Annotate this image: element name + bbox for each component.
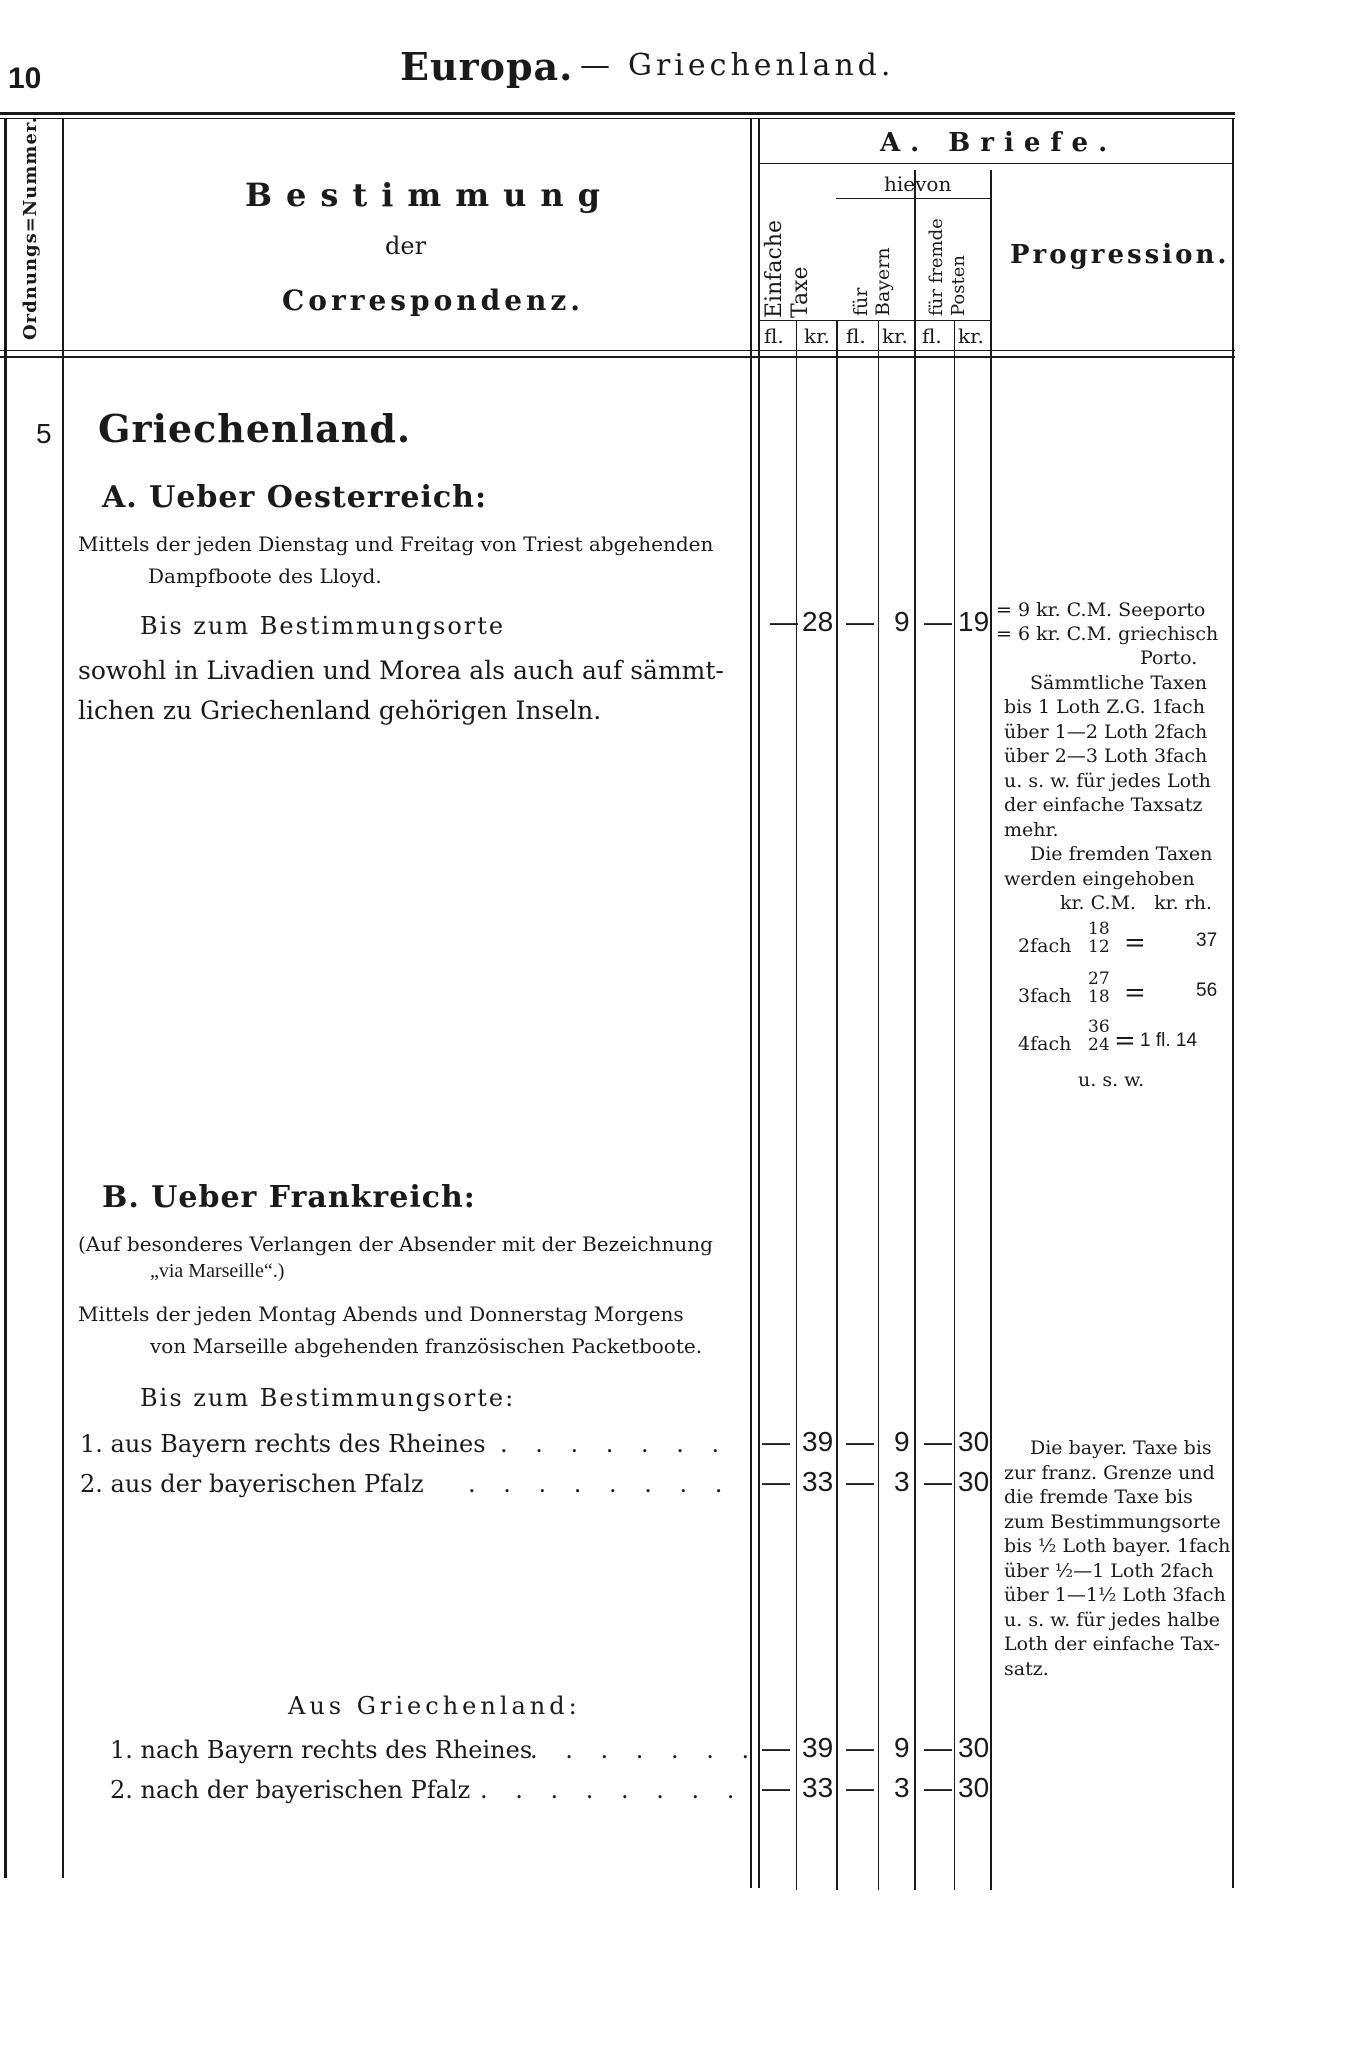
b-row-1-fr-fl: — bbox=[924, 1466, 952, 1497]
header-bottom-rule bbox=[0, 350, 1235, 351]
section-b-bis: Bis zum Bestimmungsorte: bbox=[140, 1384, 516, 1412]
b-prog-6: über 1—1½ Loth 3fach bbox=[1004, 1584, 1226, 1606]
aus-row-1-einf-kr: 33 bbox=[802, 1772, 834, 1803]
b-row-0-fr-kr: 30 bbox=[958, 1426, 990, 1457]
b-prog-3: zum Bestimmungsorte bbox=[1004, 1511, 1221, 1533]
b-prog-4: bis ½ Loth bayer. 1fach bbox=[1004, 1535, 1231, 1557]
country-heading: Griechenland. bbox=[98, 406, 412, 451]
col-fr-kr bbox=[990, 170, 992, 1890]
a-prog-12: kr. C.M. kr. rh. bbox=[1060, 892, 1213, 914]
briefe-rule bbox=[758, 163, 1232, 164]
correspondenz-heading: Correspondenz. bbox=[282, 284, 585, 317]
briefe-heading: A. Briefe. bbox=[880, 128, 1118, 158]
a-table-usw: u. s. w. bbox=[1078, 1069, 1145, 1091]
a-table-cm2-0: 12 bbox=[1088, 937, 1110, 957]
aus-row-0-fr-kr: 30 bbox=[958, 1732, 990, 1763]
a-table-cm1-2: 36 bbox=[1088, 1017, 1110, 1037]
aus-row-1-fr-fl: — bbox=[924, 1772, 952, 1803]
b-prog-0: Die bayer. Taxe bis bbox=[1030, 1437, 1212, 1459]
a-table-cm2-1: 18 bbox=[1088, 987, 1110, 1007]
aus-row-0-einf-fl: — bbox=[762, 1732, 790, 1763]
a-table-eq-2: = bbox=[1114, 1026, 1136, 1056]
a-table-rh-1: 56 bbox=[1196, 980, 1218, 1001]
a-prog-11: werden eingehoben bbox=[1004, 868, 1195, 890]
a-table-eq-1: = bbox=[1124, 978, 1146, 1008]
aus-row-1-fr-kr: 30 bbox=[958, 1772, 990, 1803]
bestimmung-heading: Bestimmung bbox=[245, 176, 614, 214]
a-prog-2: Porto. bbox=[1140, 647, 1198, 669]
a-table-rh-2: 1 fl. 14 bbox=[1140, 1030, 1198, 1051]
unit-einf-fl: fl. bbox=[764, 324, 784, 348]
col-bay-fl bbox=[878, 320, 879, 1890]
section-a-line2: Dampfboote des Lloyd. bbox=[148, 564, 382, 588]
col-bestimmung-divider-2 bbox=[758, 118, 760, 1888]
section-b-heading: B. Ueber Frankreich: bbox=[102, 1180, 476, 1215]
a-fr-fl: — bbox=[924, 606, 952, 637]
fuer-fremde-posten-label: für fremde Posten bbox=[926, 218, 969, 316]
aus-row-0-bay-kr: 9 bbox=[894, 1732, 910, 1763]
aus-row-0-dots: . . . . . . . bbox=[530, 1736, 760, 1764]
top-rule bbox=[0, 112, 1235, 115]
section-b-line2: von Marseille abgehenden französischen Packetboote. bbox=[150, 1334, 703, 1358]
hievon-rule bbox=[836, 198, 990, 199]
aus-row-0-label: 1. nach Bayern rechts des Rheines bbox=[110, 1736, 533, 1764]
a-prog-7: u. s. w. für jedes Loth bbox=[1004, 770, 1211, 792]
page-number: 10 bbox=[8, 62, 42, 95]
unit-fr-fl: fl. bbox=[922, 324, 942, 348]
a-table-rh-0: 37 bbox=[1196, 930, 1218, 951]
a-bay-kr: 9 bbox=[894, 606, 910, 637]
b-prog-8: Loth der einfache Tax- bbox=[1004, 1633, 1220, 1655]
a-prog-6: über 2—3 Loth 3fach bbox=[1004, 745, 1208, 767]
a-fr-kr: 19 bbox=[958, 606, 990, 637]
col-ordnung-divider bbox=[62, 118, 64, 1878]
unit-bay-fl: fl. bbox=[846, 324, 866, 348]
b-prog-2: die fremde Taxe bis bbox=[1004, 1486, 1193, 1508]
a-prog-0: = 9 kr. C.M. Seeporto bbox=[996, 599, 1206, 621]
aus-row-1-bay-kr: 3 bbox=[894, 1772, 910, 1803]
section-a-dest2: lichen zu Griechenland gehörigen Inseln. bbox=[78, 696, 602, 725]
col-einf-fl bbox=[796, 320, 797, 1890]
b-row-1-dots: . . . . . . . . bbox=[468, 1470, 733, 1498]
a-table-cm1-1: 27 bbox=[1088, 969, 1110, 989]
a-prog-4: bis 1 Loth Z.G. 1fach bbox=[1004, 696, 1205, 718]
b-row-0-bay-fl: — bbox=[846, 1426, 874, 1457]
b-row-1-bay-kr: 3 bbox=[894, 1466, 910, 1497]
a-prog-8: der einfache Taxsatz bbox=[1004, 794, 1203, 816]
a-einf-fl: — bbox=[770, 606, 798, 637]
ordnungs-nummer-label: Ordnungs=Nummer. bbox=[20, 116, 41, 340]
section-a-heading: A. Ueber Oesterreich: bbox=[102, 480, 488, 515]
section-a-line1: Mittels der jeden Dienstag und Freitag von Triest abgehenden bbox=[78, 532, 714, 556]
b-prog-1: zur franz. Grenze und bbox=[1004, 1462, 1215, 1484]
aus-row-1-dots: . . . . . . . . bbox=[480, 1776, 745, 1804]
fuer-bayern-label: für Bayern bbox=[850, 247, 894, 316]
aus-row-0-bay-fl: — bbox=[846, 1732, 874, 1763]
b-prog-9: satz. bbox=[1004, 1658, 1049, 1680]
bestimmung-der: der bbox=[385, 232, 427, 260]
col-bestimmung-divider bbox=[750, 118, 752, 1888]
page-subtitle: Griechenland. bbox=[628, 48, 895, 83]
unit-einf-kr: kr. bbox=[804, 324, 830, 348]
section-a-dest1: sowohl in Livadien und Morea als auch auf sämmt- bbox=[78, 656, 724, 685]
progression-heading: Progression. bbox=[1010, 240, 1230, 270]
b-row-1-einf-fl: — bbox=[762, 1466, 790, 1497]
section-b-line1: Mittels der jeden Montag Abends und Donnerstag Morgens bbox=[78, 1302, 684, 1326]
col-bay-kr bbox=[914, 170, 916, 1890]
right-border bbox=[1232, 118, 1234, 1888]
a-prog-3: Sämmtliche Taxen bbox=[1030, 672, 1208, 694]
section-a-bis: Bis zum Bestimmungsorte bbox=[140, 612, 506, 640]
a-prog-9: mehr. bbox=[1004, 819, 1059, 841]
left-border bbox=[4, 118, 7, 1878]
a-table-cm2-2: 24 bbox=[1088, 1035, 1110, 1055]
header-bottom-rule-2 bbox=[0, 356, 1235, 358]
page-title: Europa. bbox=[400, 44, 574, 89]
a-prog-10: Die fremden Taxen bbox=[1030, 843, 1213, 865]
b-row-1-bay-fl: — bbox=[846, 1466, 874, 1497]
aus-heading: Aus Griechenland: bbox=[288, 1692, 581, 1720]
b-row-0-einf-fl: — bbox=[762, 1426, 790, 1457]
entry-number: 5 bbox=[36, 418, 52, 449]
aus-row-1-label: 2. nach der bayerischen Pfalz bbox=[110, 1776, 471, 1804]
a-table-cm1-0: 18 bbox=[1088, 919, 1110, 939]
a-prog-5: über 1—2 Loth 2fach bbox=[1004, 721, 1208, 743]
col-fr-fl bbox=[954, 320, 955, 1890]
b-row-0-dots: . . . . . . . bbox=[500, 1430, 730, 1458]
unit-fr-kr: kr. bbox=[958, 324, 984, 348]
b-row-0-fr-fl: — bbox=[924, 1426, 952, 1457]
a-bay-fl: — bbox=[846, 606, 874, 637]
a-prog-1: = 6 kr. C.M. griechisch bbox=[996, 623, 1219, 645]
a-table-label-0: 2fach bbox=[1018, 935, 1072, 957]
top-rule-thin bbox=[0, 118, 1235, 119]
b-row-1-fr-kr: 30 bbox=[958, 1466, 990, 1497]
a-table-label-1: 3fach bbox=[1018, 985, 1072, 1007]
einfache-taxe-label: Einfache Taxe bbox=[762, 219, 813, 318]
section-b-note1: (Auf besonderes Verlangen der Absender mit der Bezeichnung bbox=[78, 1232, 713, 1256]
aus-row-1-einf-fl: — bbox=[762, 1772, 790, 1803]
units-rule bbox=[758, 320, 990, 321]
b-row-0-label: 1. aus Bayern rechts des Rheines bbox=[80, 1430, 486, 1458]
aus-row-0-einf-kr: 39 bbox=[802, 1732, 834, 1763]
b-row-0-einf-kr: 39 bbox=[802, 1426, 834, 1457]
b-row-0-bay-kr: 9 bbox=[894, 1426, 910, 1457]
a-table-eq-0: = bbox=[1124, 928, 1146, 958]
aus-row-1-bay-fl: — bbox=[846, 1772, 874, 1803]
section-b-note2: „via Marseille“.) bbox=[150, 1260, 285, 1282]
b-row-1-label: 2. aus der bayerischen Pfalz bbox=[80, 1470, 424, 1498]
a-einf-kr: 28 bbox=[802, 606, 834, 637]
col-einf-kr bbox=[836, 320, 838, 1890]
title-dash: — bbox=[580, 48, 610, 83]
b-prog-5: über ½—1 Loth 2fach bbox=[1004, 1560, 1214, 1582]
b-row-1-einf-kr: 33 bbox=[802, 1466, 834, 1497]
hievon-label: hievon bbox=[884, 172, 952, 196]
aus-row-0-fr-fl: — bbox=[924, 1732, 952, 1763]
b-prog-7: u. s. w. für jedes halbe bbox=[1004, 1609, 1221, 1631]
unit-bay-kr: kr. bbox=[882, 324, 908, 348]
a-table-label-2: 4fach bbox=[1018, 1033, 1072, 1055]
